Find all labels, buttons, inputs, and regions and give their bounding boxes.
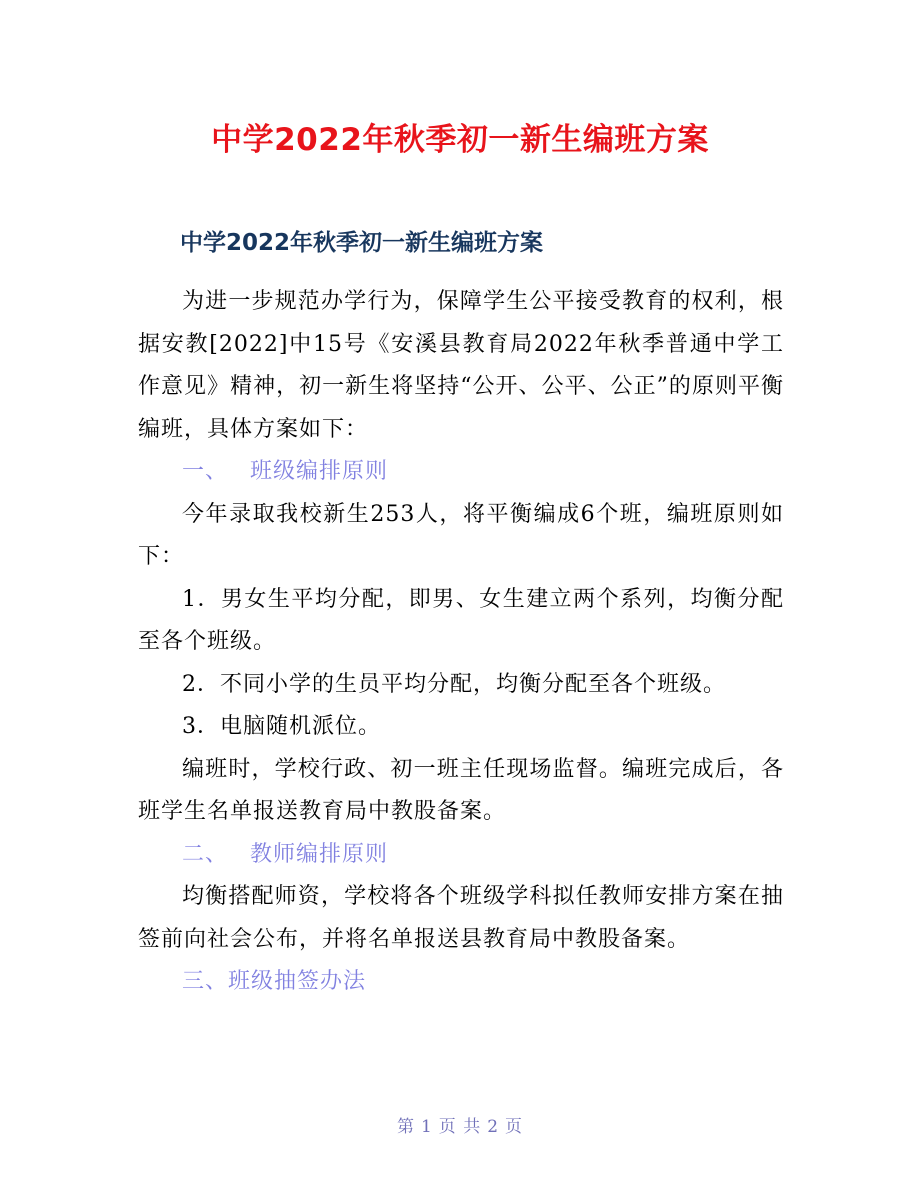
document-subtitle: 中学2022年秋季初一新生编班方案 xyxy=(180,230,544,256)
paragraph-enrollment: 今年录取我校新生253人，将平衡编成6个班，编班原则如下： xyxy=(138,501,784,569)
page-label-prefix: 第 xyxy=(396,1117,415,1137)
current-page-number: 1 xyxy=(420,1117,433,1137)
section-1-number: 一、 xyxy=(182,459,229,484)
document-body xyxy=(138,281,784,1004)
section-1-title: 班级编排原则 xyxy=(250,459,389,484)
paragraph-teachers: 均衡搭配师资，学校将各个班级学科拟任教师安排方案在抽签前向社会公布，并将名单报送县教育局中教股备案。 xyxy=(138,884,784,952)
list-item-1: 1．男女生平均分配，即男、女生建立两个系列，均衡分配至各个班级。 xyxy=(138,586,784,654)
paragraph-supervision: 编班时，学校行政、初一班主任现场监督。编班完成后，各班学生名单报送教育局中教股备案。 xyxy=(138,756,784,824)
intro-paragraph: 为进一步规范办学行为，保障学生公平接受教育的权利，根据安教[2022]中15号《安溪县教育局2022年秋季普通中学工作意见》精神，初一新生将坚持“公开、公平、公正”的原则平衡编班，具体方案如下： xyxy=(138,289,784,442)
section-heading-3: 三、班级抽签办法 xyxy=(182,969,367,994)
section-heading-2 xyxy=(138,834,784,877)
section-2-number: 二、 xyxy=(182,841,229,867)
page-label-suffix: 页 xyxy=(505,1117,524,1137)
list-item-2: 2．不同小学的生员平均分配，均衡分配至各个班级。 xyxy=(182,671,726,697)
page-footer xyxy=(0,1112,920,1137)
page-label-mid: 页 共 xyxy=(438,1117,482,1137)
section-2-title: 教师编排原则 xyxy=(250,841,389,867)
document-title: 中学2022年秋季初一新生编班方案 xyxy=(211,122,709,158)
section-heading-1 xyxy=(138,451,784,494)
total-pages-number: 2 xyxy=(487,1117,500,1137)
list-item-3: 3．电脑随机派位。 xyxy=(182,714,381,739)
